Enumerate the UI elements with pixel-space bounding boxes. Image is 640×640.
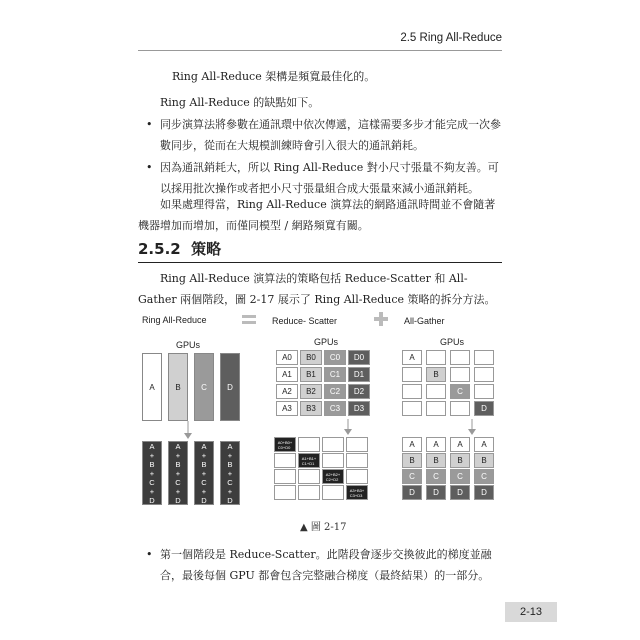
ag-output-cell: A [450, 437, 470, 452]
ag-output-cell: B [450, 453, 470, 468]
rs-chunk-cell: A2 [276, 384, 298, 399]
rs-result-cell: A3+B3+ C3+D3 [346, 485, 368, 500]
ring-gpu-column: A [142, 353, 162, 421]
ag-input-cell [474, 367, 494, 382]
bullet-icon: • [146, 118, 153, 131]
rs-result-cell [322, 485, 344, 500]
drawback-list [146, 114, 505, 200]
section-rule [138, 262, 502, 263]
ring-gpu-column: C [194, 353, 214, 421]
gpus-label-rs: GPUs [314, 337, 339, 347]
down-arrow-icon [466, 419, 478, 435]
ring-gpu-column: B [168, 353, 188, 421]
rs-result-cell [322, 437, 344, 452]
header-rule [138, 50, 502, 51]
label-ring-allreduce: Ring All-Reduce [142, 315, 207, 325]
gpus-label-ag: GPUs [440, 337, 465, 347]
rs-result-cell [298, 469, 320, 484]
rs-result-cell [298, 437, 320, 452]
rs-result-cell: A1+B1+ C1+D1 [298, 453, 320, 468]
ag-input-cell [474, 350, 494, 365]
rs-chunk-cell: A1 [276, 367, 298, 382]
ag-input-cell [402, 367, 422, 382]
stage-list [146, 544, 505, 587]
rs-result-cell [298, 485, 320, 500]
ag-output-cell: B [402, 453, 422, 468]
ag-output-cell: D [426, 485, 446, 500]
rs-result-cell: A2+B2+ C2+D2 [322, 469, 344, 484]
paragraph-2: Ring All-Reduce 的缺點如下。 [160, 96, 320, 109]
label-reduce-scatter: Reduce- Scatter [272, 316, 338, 326]
rs-chunk-cell: B0 [300, 350, 322, 365]
rs-chunk-cell: B3 [300, 401, 322, 416]
ag-input-cell: B [426, 367, 446, 382]
list-item: • 第一個階段是 Reduce-Scatter。此階段會逐步交換彼此的梯度並融合，最後每個 GPU 都會包含完整融合梯度（最終結果）的一部分。 [160, 544, 505, 586]
ag-input-cell: C [450, 384, 470, 399]
ag-input-cell [426, 350, 446, 365]
rs-result-cell [346, 437, 368, 452]
rs-chunk-cell: D0 [348, 350, 370, 365]
bullet-icon: • [146, 161, 153, 174]
rs-chunk-cell: C1 [324, 367, 346, 382]
ag-output-cell: B [426, 453, 446, 468]
rs-result-cell [274, 469, 296, 484]
rs-chunk-cell: B1 [300, 367, 322, 382]
bullet-icon: • [146, 548, 153, 561]
page-number: 2-13 [505, 602, 557, 622]
ring-summed-column: A + B + C + D [194, 441, 214, 505]
figure-caption: ▲ 圖 2-17 [300, 522, 347, 533]
down-arrow-icon [182, 421, 194, 439]
list-item: • 同步演算法將參數在通訊環中依次傳遞，這樣需要多步才能完成一次參數同步，從而在大規模訓練時會引入很大的通訊銷耗。 [160, 114, 505, 156]
rs-result-cell [274, 453, 296, 468]
gpus-label-ring: GPUs [176, 340, 201, 350]
ag-input-cell [474, 384, 494, 399]
ring-summed-column: A + B + C + D [168, 441, 188, 505]
ag-output-cell: D [450, 485, 470, 500]
label-all-gather: All-Gather [404, 316, 445, 326]
ag-input-cell [402, 401, 422, 416]
down-arrow-icon [342, 419, 354, 435]
rs-chunk-cell: D2 [348, 384, 370, 399]
rs-result-cell: A0+B0+ C0+D0 [274, 437, 296, 452]
ag-output-cell: D [402, 485, 422, 500]
ag-output-cell: C [402, 469, 422, 484]
equals-icon [242, 314, 256, 326]
ag-input-cell: D [474, 401, 494, 416]
ag-output-cell: C [426, 469, 446, 484]
ag-input-cell [426, 384, 446, 399]
ag-output-cell: C [450, 469, 470, 484]
ag-input-cell [426, 401, 446, 416]
ag-input-cell [450, 367, 470, 382]
rs-chunk-cell: A3 [276, 401, 298, 416]
ag-output-cell: A [474, 437, 494, 452]
paragraph-1: Ring All-Reduce 架構是頻寬最佳化的。 [172, 70, 376, 83]
ag-output-cell: A [426, 437, 446, 452]
plus-icon [374, 312, 388, 326]
rs-chunk-cell: A0 [276, 350, 298, 365]
section-title: 2.5.2 策略 [138, 240, 222, 258]
ag-output-cell: C [474, 469, 494, 484]
figure-2-17 [138, 305, 503, 515]
ring-summed-column: A + B + C + D [142, 441, 162, 505]
rs-chunk-cell: C2 [324, 384, 346, 399]
paragraph-4: Ring All-Reduce 演算法的策略包括 Reduce-Scatter 和 All-Gather 兩個階段，圖 2-17 展示了 Ring All-Reduce 策略的拆分方法。 [138, 272, 496, 306]
paragraph-3: 如果處理得當，Ring All-Reduce 演算法的網路通訊時間並不會隨著機器增加而增加，而僅同模型 / 網路頻寬有關。 [138, 198, 496, 232]
ring-gpu-column: D [220, 353, 240, 421]
rs-result-cell [346, 453, 368, 468]
rs-chunk-cell: C3 [324, 401, 346, 416]
ag-input-cell [450, 350, 470, 365]
ag-input-cell [402, 384, 422, 399]
ring-summed-column: A + B + C + D [220, 441, 240, 505]
ag-output-cell: B [474, 453, 494, 468]
list-item: • 因為通訊銷耗大，所以 Ring All-Reduce 對小尺寸張量不夠友善。可以採用批次操作或者把小尺寸張量組合成大張量來減小通訊銷耗。 [160, 157, 505, 199]
ag-output-cell: D [474, 485, 494, 500]
rs-result-cell [322, 453, 344, 468]
rs-chunk-cell: B2 [300, 384, 322, 399]
rs-chunk-cell: D1 [348, 367, 370, 382]
ag-output-cell: A [402, 437, 422, 452]
rs-chunk-cell: D3 [348, 401, 370, 416]
rs-chunk-cell: C0 [324, 350, 346, 365]
rs-result-cell [274, 485, 296, 500]
ag-input-cell: A [402, 350, 422, 365]
ag-input-cell [450, 401, 470, 416]
running-head: 2.5 Ring All-Reduce [400, 32, 502, 44]
rs-result-cell [346, 469, 368, 484]
